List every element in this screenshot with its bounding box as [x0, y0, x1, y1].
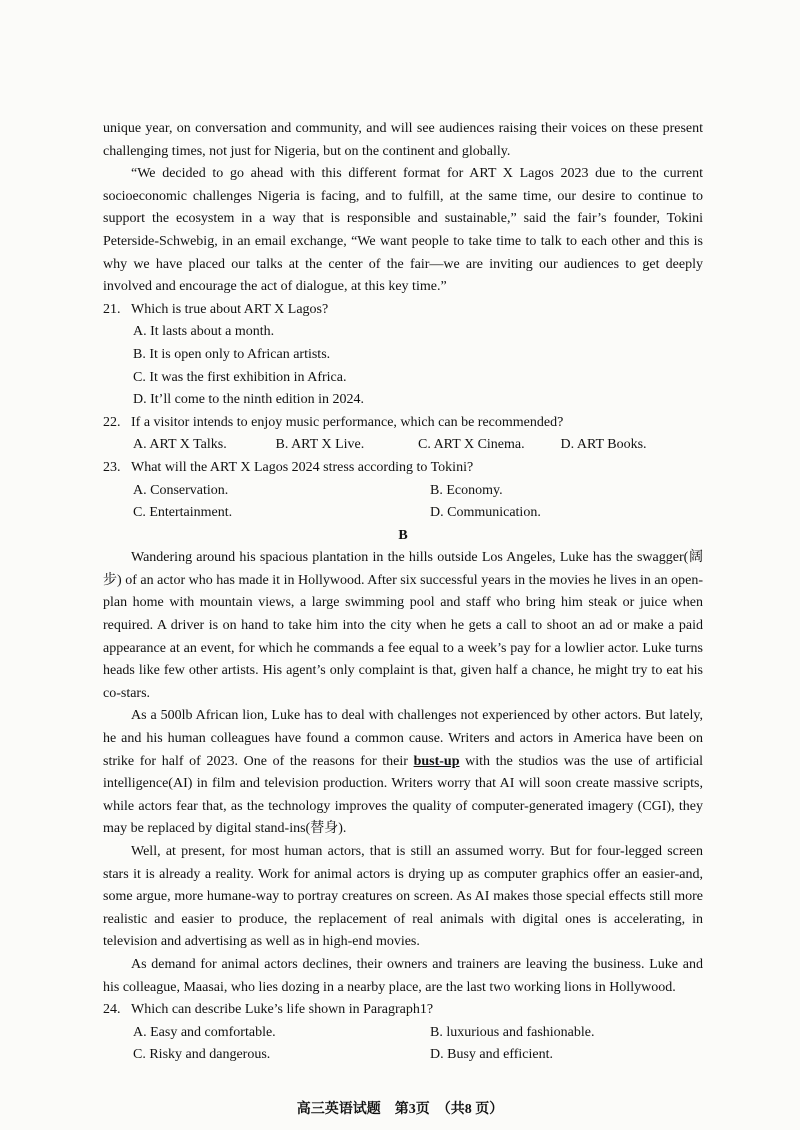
- option-a: A. It lasts about a month.: [133, 324, 275, 340]
- passage-b-paragraph-1: Wandering around his spacious plantation in the hills outside Los Angeles, Luke has the swagger(阔步) of an actor who has made it in Hollywood. After six successful years in the movies he lives in an open-plan home with mountain views, a large swimming pool and staff who bring him steak or juice when required. A driver is on hand to take him into the city when he gets a call to shoot an ad or make a paid appearance at an event, for which he commands a fee equal to a week’s pay for a lowlier actor. Luke turns heads like few other artists. His agent’s only complaint is that, given half a chance, he might try to eat his co-stars.: [103, 550, 703, 701]
- options-grid: [103, 480, 703, 525]
- paragraph-text: As a 500lb African lion, Luke has to deal with challenges not experienced by other actors. But lately, he and his human colleagues have found a common cause. Writers and actors in America have been on strike for half of 2023. One of the reasons for their: [103, 708, 703, 769]
- option-c: C. Risky and dangerous.: [133, 1047, 271, 1063]
- option-d: D. It’ll come to the ninth edition in 2024.: [133, 392, 364, 408]
- option-a: A. ART X Talks.: [133, 437, 227, 453]
- option-b: B. ART X Live.: [275, 437, 365, 453]
- question-stem: What will the ART X Lagos 2024 stress according to Tokini?: [131, 459, 474, 475]
- question-number: 22.: [103, 414, 121, 430]
- option-c: C. Entertainment.: [133, 505, 233, 521]
- option-b: B. It is open only to African artists.: [133, 346, 331, 362]
- question-24: [103, 999, 703, 1067]
- question-number: 21.: [103, 301, 121, 317]
- question-23: [103, 457, 703, 525]
- option-d: D. Busy and efficient.: [430, 1047, 553, 1063]
- passage-a-paragraph-1: unique year, on conversation and community, and will see audiences raising their voices on these present challenging times, not just for Nigeria, but on the continent and globally.: [103, 121, 703, 159]
- question-21: [103, 299, 703, 412]
- question-number: 24.: [103, 1002, 121, 1018]
- option-b: B. luxurious and fashionable.: [430, 1024, 595, 1040]
- page-footer: 高三英语试题 第3页 （共8 页）: [296, 1102, 504, 1117]
- options-row: [103, 434, 703, 457]
- passage-b-paragraph-3: Well, at present, for most human actors, that is still an assumed worry. But for four-legged screen stars it is already a reality. Work for animal actors is drying up as computer graphics offer an easier-and, some argue, more humane-way to portray creatures on screen. As AI makes those special effects still more realistic and easier to produce, the replacement of real animals with digital ones is accelerating, in television and advertising as well as in high-end movies.: [103, 844, 703, 950]
- question-22: [103, 412, 703, 457]
- underlined-word: bust-up: [413, 753, 460, 769]
- page-content: [103, 118, 703, 1067]
- passage-b-paragraph-4: As demand for animal actors declines, their owners and trainers are leaving the business. Luke and his colleague, Maasai, who lies dozing in a nearby place, are the last two working lions in Hollywood.: [103, 956, 703, 995]
- option-c: C. It was the first exhibition in Africa.: [133, 369, 347, 385]
- option-c: C. ART X Cinema.: [418, 437, 525, 453]
- option-d: D. Communication.: [430, 505, 541, 521]
- question-stem: Which can describe Luke’s life shown in Paragraph1?: [131, 1002, 434, 1018]
- question-number: 23.: [103, 459, 121, 475]
- option-d: D. ART Books.: [560, 437, 647, 453]
- options-grid: [103, 1022, 703, 1067]
- option-a: A. Easy and comfortable.: [133, 1024, 276, 1040]
- section-b-heading: B: [398, 527, 408, 543]
- passage-b-paragraph-2: [103, 705, 703, 841]
- question-stem: Which is true about ART X Lagos?: [131, 301, 329, 317]
- option-a: A. Conservation.: [133, 482, 229, 498]
- paragraph-text: with the studios was the use of artificial intelligence(AI) in film and television production. Writers worry that AI will soon create massive scripts, while actors fear that, as the technology improves the quality of computer-generated imagery (CGI), they may be replaced by digital stand-ins(替身).: [103, 753, 703, 837]
- option-b: B. Economy.: [430, 482, 503, 498]
- question-stem: If a visitor intends to enjoy music performance, which can be recommended?: [131, 414, 564, 430]
- passage-a-paragraph-2: “We decided to go ahead with this different format for ART X Lagos 2023 due to the current socioeconomic challenges Nigeria is facing, and to fulfill, at the same time, our desire to continue to support the ecosystem in a way that is responsible and sustainable,” said the fair’s founder, Tokini Peterside-Schwebig, in an email exchange, “We want people to take time to talk to each other and this is why we have placed our talks at the center of the fair—we are inviting our audiences to get deeply involved and encourage the act of dialogue, at this key time.”: [103, 166, 703, 295]
